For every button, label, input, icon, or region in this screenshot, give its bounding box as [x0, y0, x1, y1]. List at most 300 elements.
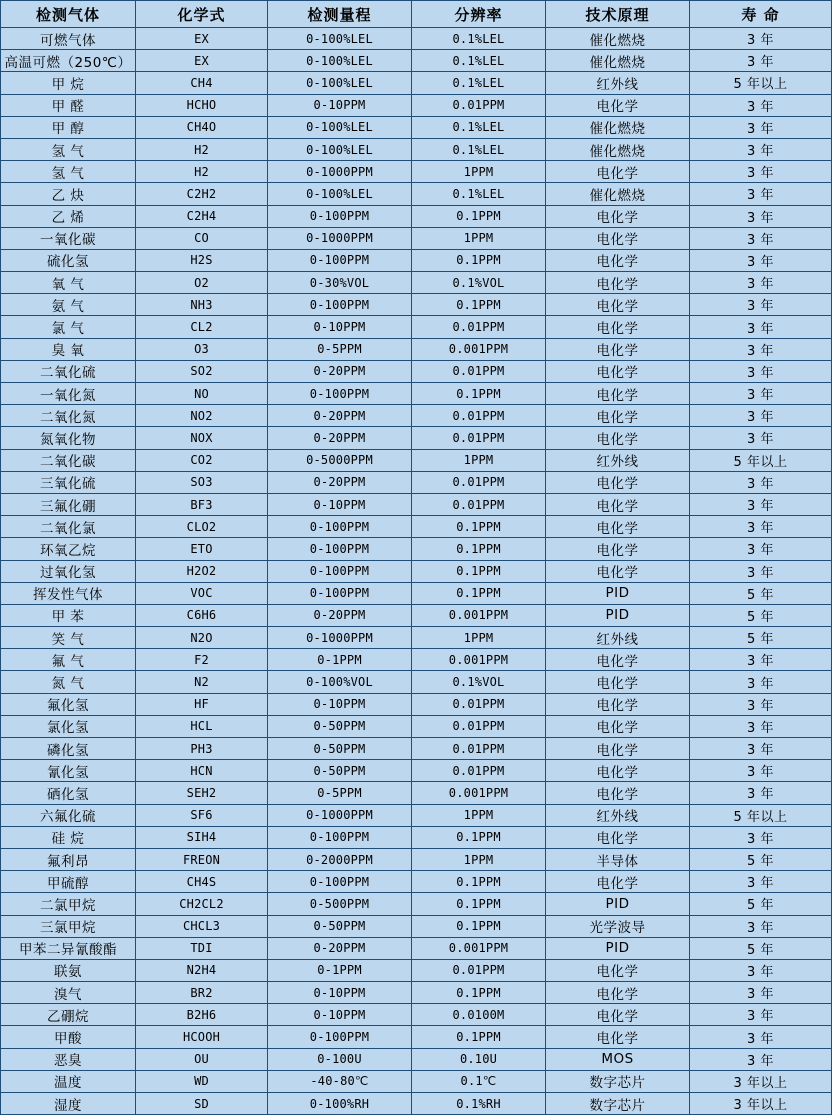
cell-chemical-formula: OU: [136, 1048, 268, 1070]
cell-chemical-formula: O3: [136, 338, 268, 360]
cell-chemical-formula: EX: [136, 50, 268, 72]
cell-lifetime: 5 年: [690, 937, 832, 959]
cell-lifetime: 3 年: [690, 782, 832, 804]
cell-chemical-formula: NO: [136, 383, 268, 405]
cell-lifetime: 3 年: [690, 272, 832, 294]
cell-detection-range: 0-1000PPM: [268, 627, 412, 649]
table-row: [1, 116, 832, 138]
cell-lifetime: 3 年: [690, 294, 832, 316]
cell-gas-name: 硅 烷: [1, 826, 136, 848]
cell-resolution: 1PPM: [412, 627, 546, 649]
cell-technical-principle: PID: [546, 604, 690, 626]
table-body: [1, 28, 832, 1115]
cell-gas-name: 挥发性气体: [1, 582, 136, 604]
cell-chemical-formula: CL2: [136, 316, 268, 338]
cell-gas-name: 环氧乙烷: [1, 538, 136, 560]
cell-gas-name: 恶臭: [1, 1048, 136, 1070]
table-row: [1, 627, 832, 649]
cell-gas-name: 湿度: [1, 1093, 136, 1115]
cell-chemical-formula: SO2: [136, 360, 268, 382]
cell-gas-name: 氟利昂: [1, 848, 136, 870]
cell-detection-range: 0-50PPM: [268, 760, 412, 782]
cell-gas-name: 甲 苯: [1, 604, 136, 626]
cell-detection-range: 0-30%VOL: [268, 272, 412, 294]
table-row: [1, 649, 832, 671]
table-row: [1, 183, 832, 205]
cell-detection-range: 0-100PPM: [268, 560, 412, 582]
table-row: [1, 405, 832, 427]
cell-gas-name: 溴气: [1, 982, 136, 1004]
cell-detection-range: 0-5PPM: [268, 782, 412, 804]
cell-lifetime: 3 年: [690, 538, 832, 560]
cell-detection-range: 0-1000PPM: [268, 804, 412, 826]
cell-chemical-formula: N2: [136, 671, 268, 693]
cell-gas-name: 乙 烯: [1, 205, 136, 227]
cell-gas-name: 氢 气: [1, 161, 136, 183]
cell-gas-name: 氢 气: [1, 138, 136, 160]
cell-lifetime: 3 年: [690, 493, 832, 515]
cell-resolution: 0.001PPM: [412, 937, 546, 959]
cell-resolution: 0.1%LEL: [412, 116, 546, 138]
cell-chemical-formula: CO: [136, 227, 268, 249]
cell-detection-range: 0-10PPM: [268, 316, 412, 338]
cell-detection-range: 0-1PPM: [268, 649, 412, 671]
cell-gas-name: 二氯甲烷: [1, 893, 136, 915]
cell-gas-name: 乙硼烷: [1, 1004, 136, 1026]
cell-resolution: 0.01PPM: [412, 94, 546, 116]
cell-chemical-formula: H2: [136, 138, 268, 160]
cell-lifetime: 3 年: [690, 871, 832, 893]
cell-chemical-formula: EX: [136, 28, 268, 50]
cell-resolution: 0.01PPM: [412, 959, 546, 981]
cell-chemical-formula: BR2: [136, 982, 268, 1004]
cell-gas-name: 一氧化碳: [1, 227, 136, 249]
cell-chemical-formula: CH4: [136, 72, 268, 94]
cell-chemical-formula: N2H4: [136, 959, 268, 981]
cell-lifetime: 5 年以上: [690, 804, 832, 826]
cell-lifetime: 3 年: [690, 760, 832, 782]
cell-resolution: 0.1PPM: [412, 982, 546, 1004]
cell-lifetime: 3 年: [690, 205, 832, 227]
cell-resolution: 0.1PPM: [412, 538, 546, 560]
cell-gas-name: 氟化氢: [1, 693, 136, 715]
cell-gas-name: 联氨: [1, 959, 136, 981]
cell-lifetime: 3 年: [690, 28, 832, 50]
cell-chemical-formula: F2: [136, 649, 268, 671]
cell-lifetime: 3 年: [690, 50, 832, 72]
cell-chemical-formula: SEH2: [136, 782, 268, 804]
cell-detection-range: 0-50PPM: [268, 715, 412, 737]
cell-gas-name: 六氟化硫: [1, 804, 136, 826]
cell-detection-range: 0-100PPM: [268, 582, 412, 604]
cell-chemical-formula: B2H6: [136, 1004, 268, 1026]
table-row: [1, 272, 832, 294]
cell-technical-principle: PID: [546, 893, 690, 915]
cell-resolution: 0.1PPM: [412, 582, 546, 604]
cell-detection-range: 0-100PPM: [268, 871, 412, 893]
cell-lifetime: 3 年: [690, 360, 832, 382]
table-row: [1, 782, 832, 804]
table-row: [1, 671, 832, 693]
cell-technical-principle: 电化学: [546, 493, 690, 515]
cell-detection-range: 0-100PPM: [268, 249, 412, 271]
cell-detection-range: 0-100%RH: [268, 1093, 412, 1115]
cell-resolution: 0.01PPM: [412, 427, 546, 449]
cell-chemical-formula: HF: [136, 693, 268, 715]
cell-chemical-formula: HCN: [136, 760, 268, 782]
cell-detection-range: 0-10PPM: [268, 94, 412, 116]
cell-technical-principle: 红外线: [546, 804, 690, 826]
cell-resolution: 0.1PPM: [412, 249, 546, 271]
table-row: [1, 715, 832, 737]
cell-technical-principle: 催化燃烧: [546, 116, 690, 138]
cell-lifetime: 3 年: [690, 1004, 832, 1026]
cell-technical-principle: 电化学: [546, 538, 690, 560]
cell-chemical-formula: C2H4: [136, 205, 268, 227]
table-row: [1, 471, 832, 493]
cell-detection-range: 0-10PPM: [268, 982, 412, 1004]
cell-technical-principle: 数字芯片: [546, 1093, 690, 1115]
cell-lifetime: 3 年: [690, 959, 832, 981]
cell-gas-name: 三氧化硫: [1, 471, 136, 493]
cell-technical-principle: 电化学: [546, 715, 690, 737]
column-header-range: 检测量程: [268, 1, 412, 28]
cell-technical-principle: 电化学: [546, 471, 690, 493]
cell-detection-range: 0-1000PPM: [268, 227, 412, 249]
cell-chemical-formula: SF6: [136, 804, 268, 826]
cell-resolution: 0.01PPM: [412, 760, 546, 782]
cell-resolution: 0.01PPM: [412, 405, 546, 427]
cell-gas-name: 硫化氢: [1, 249, 136, 271]
cell-lifetime: 3 年: [690, 249, 832, 271]
cell-technical-principle: 电化学: [546, 982, 690, 1004]
table-row: [1, 360, 832, 382]
cell-technical-principle: 电化学: [546, 161, 690, 183]
table-row: [1, 1004, 832, 1026]
cell-technical-principle: 电化学: [546, 959, 690, 981]
cell-lifetime: 3 年: [690, 1048, 832, 1070]
cell-technical-principle: 电化学: [546, 249, 690, 271]
cell-detection-range: 0-100PPM: [268, 383, 412, 405]
table-row: [1, 760, 832, 782]
cell-chemical-formula: HCL: [136, 715, 268, 737]
cell-detection-range: 0-100%LEL: [268, 183, 412, 205]
cell-chemical-formula: C2H2: [136, 183, 268, 205]
cell-lifetime: 3 年以上: [690, 1093, 832, 1115]
cell-gas-name: 高温可燃（250℃）: [1, 50, 136, 72]
cell-chemical-formula: NOX: [136, 427, 268, 449]
cell-chemical-formula: H2O2: [136, 560, 268, 582]
cell-detection-range: 0-100%LEL: [268, 138, 412, 160]
cell-resolution: 0.01PPM: [412, 316, 546, 338]
cell-technical-principle: 催化燃烧: [546, 28, 690, 50]
cell-resolution: 0.01PPM: [412, 360, 546, 382]
table-row: [1, 915, 832, 937]
cell-resolution: 0.1%VOL: [412, 671, 546, 693]
cell-resolution: 0.001PPM: [412, 649, 546, 671]
table-row: [1, 427, 832, 449]
cell-resolution: 0.1%LEL: [412, 72, 546, 94]
cell-detection-range: 0-100PPM: [268, 516, 412, 538]
cell-technical-principle: 电化学: [546, 405, 690, 427]
cell-detection-range: -40-80℃: [268, 1070, 412, 1092]
cell-lifetime: 3 年: [690, 183, 832, 205]
cell-gas-name: 氮氧化物: [1, 427, 136, 449]
cell-gas-name: 甲硫醇: [1, 871, 136, 893]
table-row: [1, 294, 832, 316]
table-row: [1, 937, 832, 959]
cell-detection-range: 0-20PPM: [268, 604, 412, 626]
cell-detection-range: 0-20PPM: [268, 471, 412, 493]
cell-resolution: 0.1PPM: [412, 383, 546, 405]
cell-chemical-formula: NO2: [136, 405, 268, 427]
cell-technical-principle: 电化学: [546, 383, 690, 405]
cell-detection-range: 0-100%VOL: [268, 671, 412, 693]
cell-detection-range: 0-100%LEL: [268, 50, 412, 72]
cell-technical-principle: 催化燃烧: [546, 50, 690, 72]
cell-chemical-formula: N2O: [136, 627, 268, 649]
cell-resolution: 0.1PPM: [412, 516, 546, 538]
cell-gas-name: 氰化氢: [1, 760, 136, 782]
cell-technical-principle: PID: [546, 582, 690, 604]
cell-resolution: 0.1%RH: [412, 1093, 546, 1115]
cell-gas-name: 氯化氢: [1, 715, 136, 737]
cell-technical-principle: 半导体: [546, 848, 690, 870]
cell-lifetime: 3 年: [690, 471, 832, 493]
cell-chemical-formula: TDI: [136, 937, 268, 959]
cell-gas-name: 氨 气: [1, 294, 136, 316]
cell-detection-range: 0-100PPM: [268, 294, 412, 316]
cell-detection-range: 0-10PPM: [268, 493, 412, 515]
cell-technical-principle: 数字芯片: [546, 1070, 690, 1092]
cell-lifetime: 3 年: [690, 138, 832, 160]
cell-lifetime: 3 年以上: [690, 1070, 832, 1092]
table-row: [1, 493, 832, 515]
cell-gas-name: 磷化氢: [1, 738, 136, 760]
cell-technical-principle: 电化学: [546, 227, 690, 249]
cell-resolution: 1PPM: [412, 227, 546, 249]
table-row: [1, 693, 832, 715]
cell-lifetime: 5 年以上: [690, 72, 832, 94]
cell-detection-range: 0-50PPM: [268, 915, 412, 937]
table-row: [1, 560, 832, 582]
cell-detection-range: 0-1000PPM: [268, 161, 412, 183]
cell-gas-name: 甲苯二异氰酸酯: [1, 937, 136, 959]
cell-chemical-formula: SD: [136, 1093, 268, 1115]
cell-resolution: 0.1PPM: [412, 915, 546, 937]
cell-chemical-formula: NH3: [136, 294, 268, 316]
cell-technical-principle: 电化学: [546, 427, 690, 449]
cell-detection-range: 0-20PPM: [268, 427, 412, 449]
cell-detection-range: 0-10PPM: [268, 693, 412, 715]
cell-lifetime: 3 年: [690, 738, 832, 760]
cell-technical-principle: 电化学: [546, 338, 690, 360]
table-row: [1, 738, 832, 760]
cell-resolution: 0.1PPM: [412, 294, 546, 316]
table-row: [1, 205, 832, 227]
cell-lifetime: 3 年: [690, 826, 832, 848]
cell-technical-principle: 电化学: [546, 871, 690, 893]
cell-chemical-formula: CHCL3: [136, 915, 268, 937]
table-row: [1, 516, 832, 538]
cell-chemical-formula: O2: [136, 272, 268, 294]
cell-detection-range: 0-100%LEL: [268, 28, 412, 50]
cell-gas-name: 过氧化氢: [1, 560, 136, 582]
cell-chemical-formula: SO3: [136, 471, 268, 493]
column-header-gas: 检测气体: [1, 1, 136, 28]
cell-resolution: 0.1%LEL: [412, 138, 546, 160]
cell-gas-name: 臭 氧: [1, 338, 136, 360]
cell-detection-range: 0-20PPM: [268, 360, 412, 382]
cell-lifetime: 3 年: [690, 915, 832, 937]
cell-resolution: 0.1PPM: [412, 871, 546, 893]
cell-technical-principle: 电化学: [546, 826, 690, 848]
table-row: [1, 982, 832, 1004]
cell-lifetime: 3 年: [690, 649, 832, 671]
table-row: [1, 582, 832, 604]
cell-detection-range: 0-100%LEL: [268, 72, 412, 94]
table-row: [1, 227, 832, 249]
table-row: [1, 848, 832, 870]
cell-resolution: 0.01PPM: [412, 493, 546, 515]
cell-detection-range: 0-100PPM: [268, 1026, 412, 1048]
cell-lifetime: 3 年: [690, 671, 832, 693]
table-row: [1, 1093, 832, 1115]
cell-technical-principle: 电化学: [546, 693, 690, 715]
cell-resolution: 0.1PPM: [412, 1026, 546, 1048]
cell-detection-range: 0-20PPM: [268, 937, 412, 959]
cell-resolution: 0.001PPM: [412, 782, 546, 804]
cell-technical-principle: 电化学: [546, 671, 690, 693]
cell-lifetime: 3 年: [690, 1026, 832, 1048]
cell-lifetime: 5 年: [690, 582, 832, 604]
cell-lifetime: 3 年: [690, 405, 832, 427]
table-row: [1, 50, 832, 72]
cell-detection-range: 0-50PPM: [268, 738, 412, 760]
cell-technical-principle: 红外线: [546, 72, 690, 94]
cell-detection-range: 0-1PPM: [268, 959, 412, 981]
column-header-principle: 技术原理: [546, 1, 690, 28]
cell-gas-name: 硒化氢: [1, 782, 136, 804]
cell-gas-name: 氧 气: [1, 272, 136, 294]
cell-technical-principle: 电化学: [546, 316, 690, 338]
cell-chemical-formula: CO2: [136, 449, 268, 471]
cell-resolution: 1PPM: [412, 449, 546, 471]
cell-resolution: 0.0100M: [412, 1004, 546, 1026]
cell-lifetime: 5 年: [690, 848, 832, 870]
cell-technical-principle: 电化学: [546, 516, 690, 538]
cell-resolution: 1PPM: [412, 804, 546, 826]
cell-lifetime: 3 年: [690, 94, 832, 116]
cell-gas-name: 三氯甲烷: [1, 915, 136, 937]
cell-resolution: 0.1%LEL: [412, 28, 546, 50]
cell-chemical-formula: CH2CL2: [136, 893, 268, 915]
cell-lifetime: 3 年: [690, 982, 832, 1004]
table-row: [1, 1070, 832, 1092]
cell-lifetime: 3 年: [690, 116, 832, 138]
cell-technical-principle: 电化学: [546, 1004, 690, 1026]
cell-technical-principle: 电化学: [546, 1026, 690, 1048]
cell-technical-principle: 电化学: [546, 205, 690, 227]
cell-chemical-formula: H2: [136, 161, 268, 183]
cell-detection-range: 0-2000PPM: [268, 848, 412, 870]
cell-gas-name: 一氧化氮: [1, 383, 136, 405]
cell-technical-principle: 电化学: [546, 272, 690, 294]
cell-detection-range: 0-20PPM: [268, 405, 412, 427]
cell-lifetime: 3 年: [690, 338, 832, 360]
cell-detection-range: 0-5000PPM: [268, 449, 412, 471]
table-row: [1, 94, 832, 116]
cell-detection-range: 0-10PPM: [268, 1004, 412, 1026]
table-row: [1, 1048, 832, 1070]
table-row: [1, 959, 832, 981]
cell-lifetime: 5 年: [690, 627, 832, 649]
cell-resolution: 0.001PPM: [412, 604, 546, 626]
cell-gas-name: 甲 醇: [1, 116, 136, 138]
cell-resolution: 1PPM: [412, 161, 546, 183]
cell-technical-principle: 电化学: [546, 782, 690, 804]
cell-resolution: 0.1℃: [412, 1070, 546, 1092]
cell-gas-name: 氮 气: [1, 671, 136, 693]
cell-technical-principle: 红外线: [546, 449, 690, 471]
cell-chemical-formula: C6H6: [136, 604, 268, 626]
cell-detection-range: 0-100PPM: [268, 538, 412, 560]
table-row: [1, 449, 832, 471]
cell-detection-range: 0-100PPM: [268, 826, 412, 848]
cell-chemical-formula: SIH4: [136, 826, 268, 848]
cell-technical-principle: 光学波导: [546, 915, 690, 937]
cell-chemical-formula: CH4S: [136, 871, 268, 893]
table-row: [1, 161, 832, 183]
table-header: [1, 1, 832, 28]
table-row: [1, 249, 832, 271]
cell-chemical-formula: FREON: [136, 848, 268, 870]
cell-detection-range: 0-5PPM: [268, 338, 412, 360]
cell-chemical-formula: HCOOH: [136, 1026, 268, 1048]
column-header-resolution: 分辨率: [412, 1, 546, 28]
cell-technical-principle: 电化学: [546, 294, 690, 316]
cell-gas-name: 二氧化硫: [1, 360, 136, 382]
cell-resolution: 0.01PPM: [412, 471, 546, 493]
cell-chemical-formula: WD: [136, 1070, 268, 1092]
cell-resolution: 0.1PPM: [412, 560, 546, 582]
cell-chemical-formula: CH4O: [136, 116, 268, 138]
cell-technical-principle: 电化学: [546, 94, 690, 116]
cell-gas-name: 可燃气体: [1, 28, 136, 50]
table-row: [1, 826, 832, 848]
cell-gas-name: 二氧化氯: [1, 516, 136, 538]
cell-resolution: 1PPM: [412, 848, 546, 870]
column-header-lifetime: 寿 命: [690, 1, 832, 28]
cell-gas-name: 二氧化碳: [1, 449, 136, 471]
cell-technical-principle: 电化学: [546, 760, 690, 782]
cell-gas-name: 氯 气: [1, 316, 136, 338]
cell-chemical-formula: BF3: [136, 493, 268, 515]
table-row: [1, 893, 832, 915]
cell-gas-name: 甲酸: [1, 1026, 136, 1048]
cell-resolution: 0.01PPM: [412, 738, 546, 760]
cell-gas-name: 氟 气: [1, 649, 136, 671]
cell-lifetime: 3 年: [690, 693, 832, 715]
cell-resolution: 0.001PPM: [412, 338, 546, 360]
table-row: [1, 338, 832, 360]
cell-resolution: 0.1%LEL: [412, 50, 546, 72]
cell-lifetime: 3 年: [690, 383, 832, 405]
cell-technical-principle: 电化学: [546, 738, 690, 760]
cell-technical-principle: 催化燃烧: [546, 183, 690, 205]
cell-chemical-formula: CLO2: [136, 516, 268, 538]
cell-detection-range: 0-100%LEL: [268, 116, 412, 138]
